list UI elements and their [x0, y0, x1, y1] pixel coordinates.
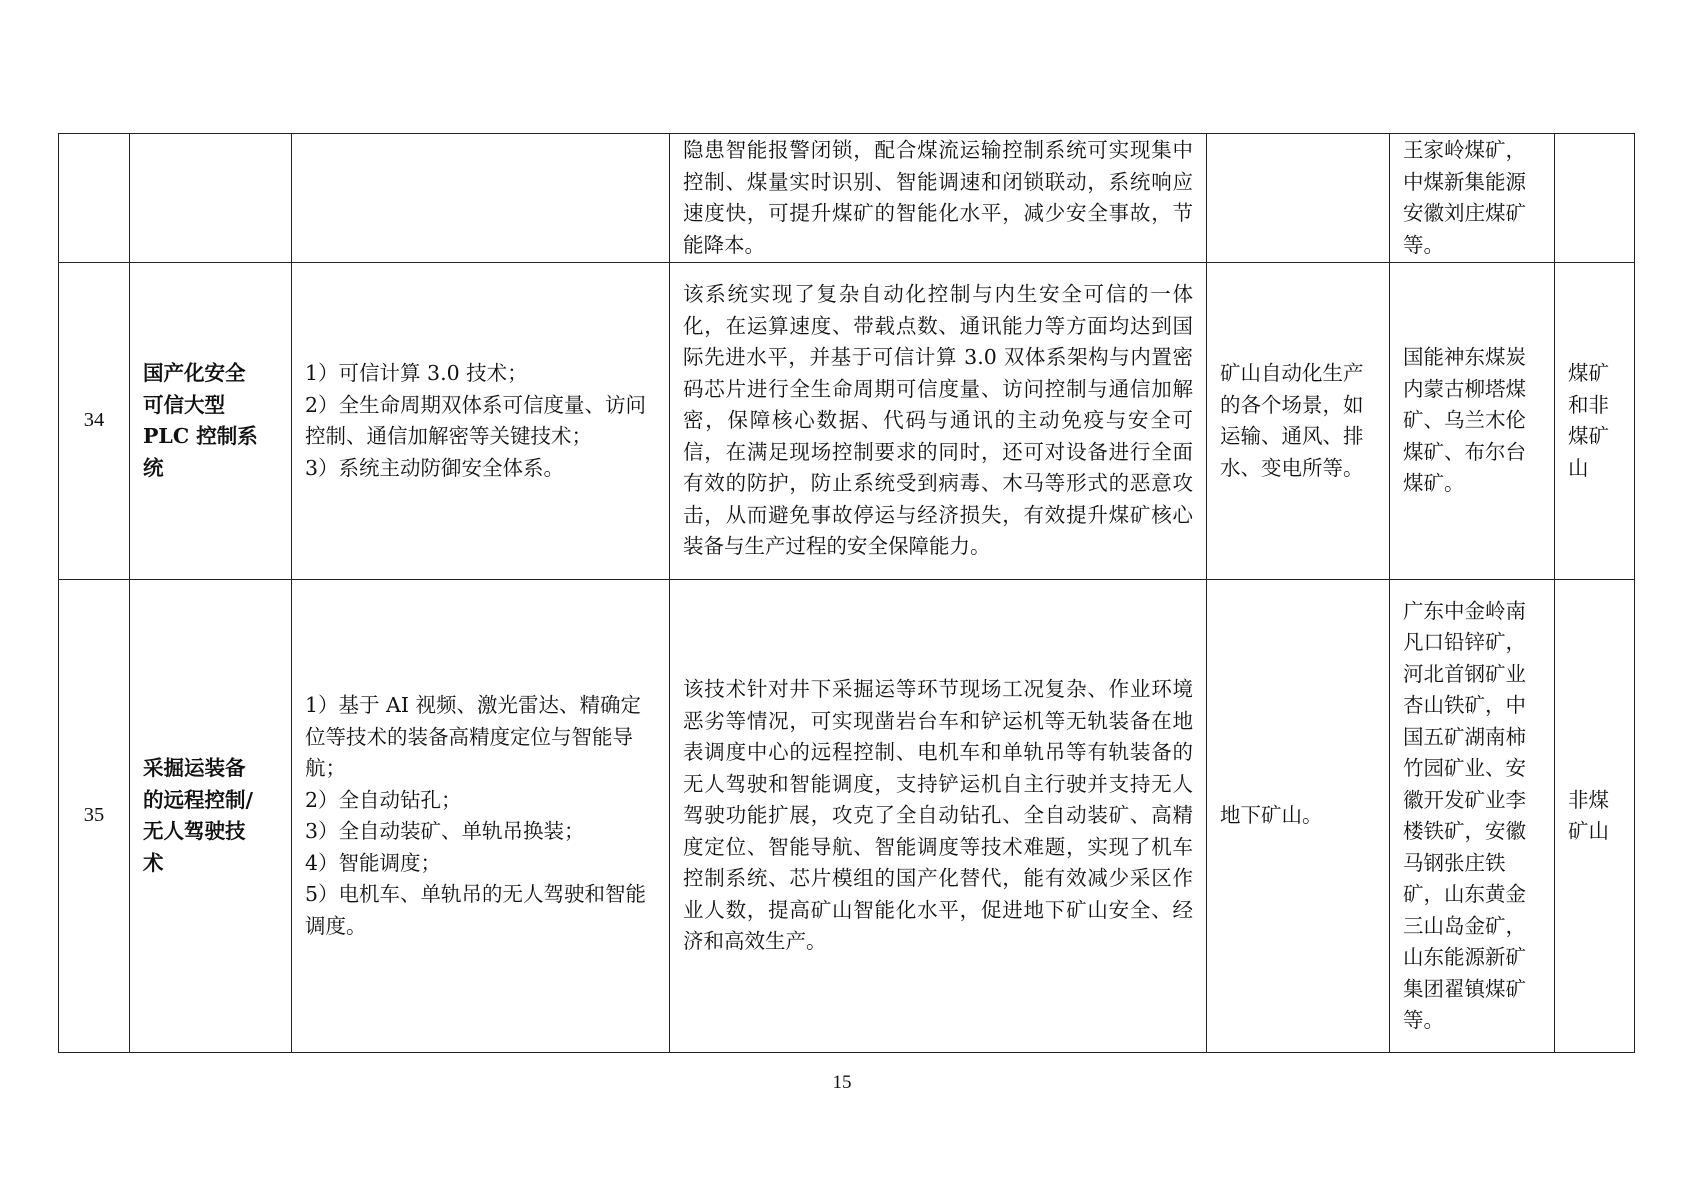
- key-technologies: [292, 580, 670, 1053]
- key-technologies: [292, 134, 670, 263]
- technology-name-line: PLC 控制系: [143, 424, 258, 448]
- technology-name-line: 术: [143, 850, 164, 875]
- table-row: [59, 134, 1635, 263]
- application-cases: 广东中金岭南凡口铅锌矿，河北首钢矿业杏山铁矿，中国五矿湖南柿竹园矿业、安徽开发矿业李楼铁矿，安徽马钢张庄铁矿，山东黄金三山岛金矿，山东能源新矿集团翟镇煤矿等。: [1390, 580, 1555, 1053]
- key-technology-item: 2）全生命周期双体系可信度量、访问控制、通信加解密等关键技术；: [305, 392, 647, 448]
- key-technology-item: 1）基于 AI 视频、激光雷达、精确定位等技术的装备高精度定位与智能导航；: [305, 693, 641, 780]
- technology-name-line: 无人驾驶技: [143, 819, 246, 843]
- mine-type: 煤矿和非煤矿山: [1555, 263, 1635, 580]
- key-technology-item: 4）智能调度；: [305, 850, 442, 875]
- application-scope: 地下矿山。: [1207, 580, 1390, 1053]
- technology-name-line: 采掘运装备: [143, 756, 246, 780]
- technology-description: 该技术针对井下采掘运等环节现场工况复杂、作业环境恶劣等情况，可实现凿岩台车和铲运机等无轨装备在地表调度中心的远程控制、电机车和单轨吊等有轨装备的无人驾驶和智能调度，支持铲运机自主行驶并支持无人驾驶功能扩展，攻克了全自动钻孔、全自动装矿、高精度定位、智能导航、智能调度等技术难题，实现了机车控制系统、芯片模组的国产化替代，能有效减少采区作业人数，提高矿山智能化水平，促进地下矿山安全、经济和高效生产。: [670, 580, 1207, 1053]
- technology-name: [130, 580, 292, 1053]
- mine-type: 非煤矿山: [1555, 580, 1635, 1053]
- key-technologies: [292, 263, 670, 580]
- technology-name-line: 统: [143, 455, 164, 480]
- key-technology-item: 5）电机车、单轨吊的无人驾驶和智能调度。: [305, 882, 647, 938]
- row-number: 35: [59, 580, 130, 1053]
- technology-name: [130, 263, 292, 580]
- key-technology-item: 3）系统主动防御安全体系。: [305, 455, 565, 480]
- technology-description: 该系统实现了复杂自动化控制与内生安全可信的一体化，在运算速度、带载点数、通讯能力等方面均达到国际先进水平，并基于可信计算 3.0 双体系架构与内置密码芯片进行全生命周期可信度量、访问控制与通信加解密，保障核心数据、代码与通讯的主动免疫与安全可信，在满足现场控制要求的同时，还可对设备进行全面有效的防护，防止系统受到病毒、木马等形式的恶意攻击，从而避免事故停运与经济损失，有效提升煤矿核心装备与生产过程的安全保障能力。: [670, 263, 1207, 580]
- application-cases: 国能神东煤炭内蒙古柳塔煤矿、乌兰木伦煤矿、布尔台煤矿。: [1390, 263, 1555, 580]
- application-scope: 矿山自动化生产的各个场景，如运输、通风、排水、变电所等。: [1207, 263, 1390, 580]
- technology-name-line: 的远程控制/: [143, 787, 253, 812]
- technology-name-line: 可信大型: [143, 392, 225, 417]
- application-cases: 王家岭煤矿，中煤新集能源安徽刘庄煤矿等。: [1390, 134, 1555, 263]
- technology-name-line: 国产化安全: [143, 361, 246, 385]
- technology-name: [130, 134, 292, 263]
- key-technology-item: 2）全自动钻孔；: [305, 787, 462, 812]
- row-number: [59, 134, 130, 263]
- key-technology-item: 3）全自动装矿、单轨吊换装；: [305, 819, 585, 843]
- application-scope: [1207, 134, 1390, 263]
- technology-table: [58, 133, 1635, 1053]
- table-row: [59, 263, 1635, 580]
- table-row: [59, 580, 1635, 1053]
- page-number: 15: [832, 1072, 852, 1093]
- key-technology-item: 1）可信计算 3.0 技术；: [305, 361, 528, 385]
- technology-description: 隐患智能报警闭锁，配合煤流运输控制系统可实现集中控制、煤量实时识别、智能调速和闭锁联动，系统响应速度快，可提升煤矿的智能化水平，减少安全事故，节能降本。: [670, 134, 1207, 263]
- mine-type: [1555, 134, 1635, 263]
- row-number: 34: [59, 263, 130, 580]
